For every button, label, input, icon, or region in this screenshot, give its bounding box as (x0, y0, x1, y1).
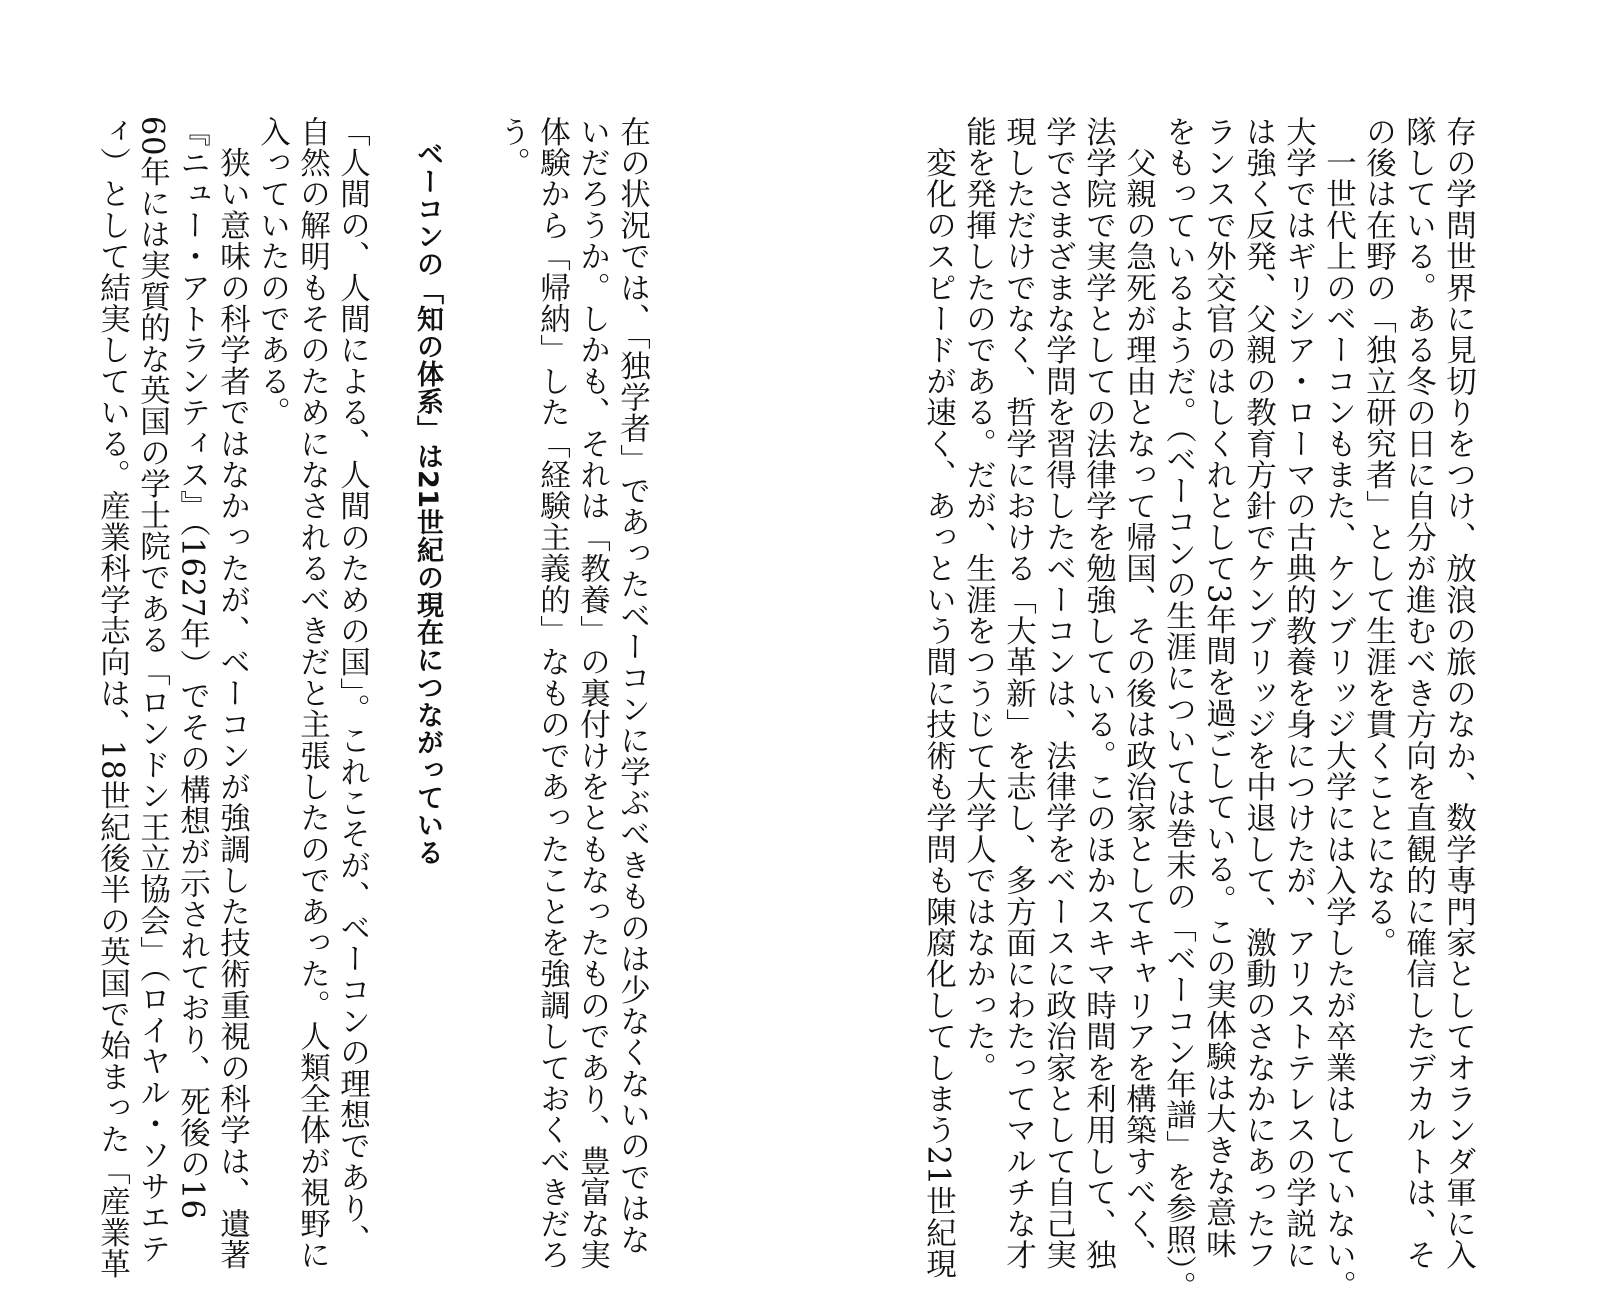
text-column: 『ニュー・アトランティス』（1627年）でその構想が示されており、死後の16 (174, 116, 210, 1220)
text-column: 変化のスピードが速く、あっという間に技術も学問も陳腐化してしまう21世紀現 (920, 116, 956, 1280)
text-column: 存の学問世界に見切りをつけ、放浪の旅のなか、数学専門家としてオランダ軍に入 (1440, 116, 1476, 1271)
text-column: 入っていたのである。 (254, 116, 290, 428)
text-column: ィ）として結実している。産業科学志向は、18世紀後半の英国で始まった「産業革 (94, 116, 130, 1280)
text-column: 一世代上のベーコンもまた、ケンブリッジ大学には入学したが卒業はしていない。 (1320, 116, 1356, 1302)
text-column: 法学院で実学としての法律学を勉強している。このほかスキマ時間を利用して、独 (1080, 116, 1116, 1271)
text-column: 「人間の、人間による、人間のための国」。これこそが、ベーコンの理想であり、 (334, 116, 370, 1256)
text-column: 能を発揮したのである。だが、生涯をつうじて大学人ではなかった。 (960, 116, 996, 1084)
section-heading: ベーコンの「知の体系」は21世紀の現在につながっている (412, 140, 443, 867)
text-column: 学でさまざまな学問を習得したベーコンは、法律学をベースに政治家として自己実 (1040, 116, 1076, 1271)
text-column: 在の状況では、「独学者」であったベーコンに学ぶべきものは少なくないのではな (614, 116, 650, 1256)
text-column: 60年には実質的な英国の学士院である「ロンドン王立協会」（ロイヤル・ソサエテ (134, 116, 170, 1265)
text-column: 現しただけでなく、哲学における「大革新」を志し、多方面にわたってマルチな才 (1000, 116, 1036, 1271)
text-column: 父親の急死が理由となって帰国、その後は政治家としてキャリアを構築すべく、 (1120, 116, 1156, 1271)
text-column: いだろうか。しかも、それは「教養」の裏付けをともなったものであり、豊富な実 (574, 116, 610, 1271)
text-column: ランスで外交官のはしくれとして3年間を過ごしている。この実体験は大きな意味 (1200, 116, 1236, 1260)
text-column: 狭い意味の科学者ではなかったが、ベーコンが強調した技術重視の科学は、遺著 (214, 116, 250, 1271)
text-column: をもっているようだ。（ベーコンの生涯については巻末の「ベーコン年譜」を参照）。 (1160, 116, 1196, 1302)
text-column: 自然の解明もそのためになされるべきだと主張したのであった。人類全体が視野に (294, 116, 330, 1271)
text-column: 大学ではギリシア・ローマの古典的教養を身につけたが、アリストテレスの学説に (1280, 116, 1316, 1271)
text-column: 隊している。ある冬の日に自分が進むべき方向を直観的に確信したデカルトは、そ (1400, 116, 1436, 1271)
text-column: う。 (494, 116, 530, 179)
text-column: の後は在野の「独立研究者」として生涯を貫くことになる。 (1360, 116, 1396, 959)
text-column: 体験から「帰納」した「経験主義的」なものであったことを強調しておくべきだろ (534, 116, 570, 1271)
text-column: は強く反発、父親の教育方針でケンブリッジを中退して、激動のさなかにあったフ (1240, 116, 1276, 1271)
